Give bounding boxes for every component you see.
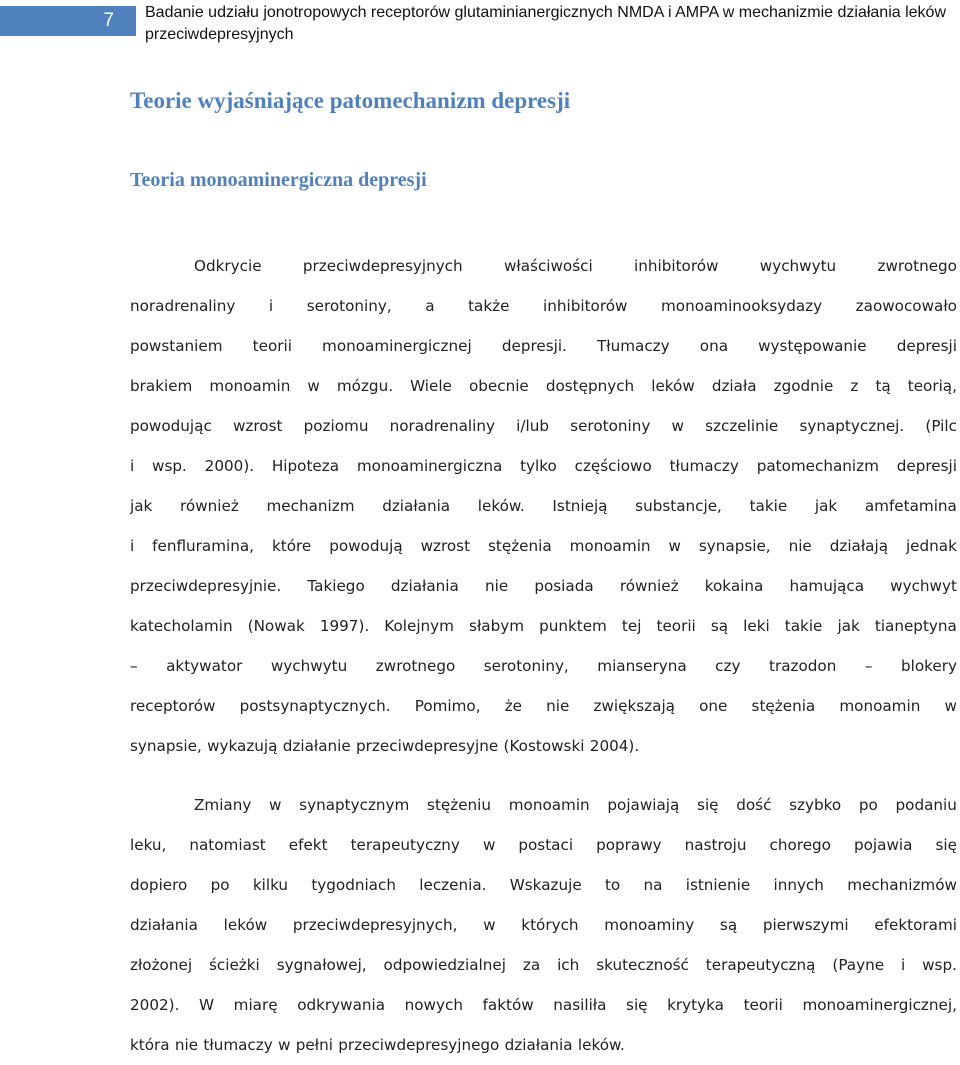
text-line: powstaniem teorii monoaminergicznej depresji. Tłumaczy ona występowanie depresji bbox=[130, 337, 957, 355]
running-title: Badanie udziału jonotropowych receptorów glutaminianergicznych NMDA i AMPA w mechanizmie działania leków przeciwdepresyjnych bbox=[145, 4, 946, 43]
text-line: katecholamin (Nowak 1997). Kolejnym słabym punktem tej teorii są leki takie jak tianeptyna bbox=[130, 617, 957, 635]
page-header bbox=[0, 0, 960, 56]
text-line: Zmiany w synaptycznym stężeniu monoamin pojawiają się dość szybko po podaniu bbox=[194, 796, 957, 814]
text-line: powodując wzrost poziomu noradrenaliny i/lub serotoniny w szczelinie synaptycznej. (Pilc bbox=[130, 417, 957, 435]
text-line: noradrenaliny i serotoniny, a także inhibitorów monoaminooksydazy zaowocowało bbox=[130, 297, 957, 315]
page-number: 7 bbox=[0, 6, 136, 36]
text-line: brakiem monoamin w mózgu. Wiele obecnie dostępnych leków działa zgodnie z tą teorią, bbox=[130, 377, 957, 395]
text-line: 2002). W miarę odkrywania nowych faktów nasiliła się krytyka teorii monoaminergicznej, bbox=[130, 996, 957, 1014]
text-line: synapsie, wykazują działanie przeciwdepresyjne (Kostowski 2004). bbox=[130, 737, 640, 755]
text-line: – aktywator wychwytu zwrotnego serotoniny, mianseryna czy trazodon – blokery bbox=[130, 657, 957, 675]
text-line: leku, natomiast efekt terapeutyczny w postaci poprawy nastroju chorego pojawia się bbox=[130, 836, 957, 854]
paragraph-1 bbox=[130, 246, 957, 766]
text-line: dopiero po kilku tygodniach leczenia. Wskazuje to na istnienie innych mechanizmów bbox=[130, 876, 957, 894]
text-line: jak również mechanizm działania leków. Istnieją substancje, takie jak amfetamina bbox=[130, 497, 957, 515]
text-line: i wsp. 2000). Hipoteza monoaminergiczna tylko częściowo tłumaczy patomechanizm depresji bbox=[130, 457, 957, 475]
text-line: złożonej ścieżki sygnałowej, odpowiedzialnej za ich skuteczność terapeutyczną (Payne i wsp. bbox=[130, 956, 957, 974]
paragraph-2 bbox=[130, 785, 957, 1065]
section-heading: Teorie wyjaśniające patomechanizm depresji bbox=[130, 88, 571, 113]
text-line: przeciwdepresyjnie. Takiego działania nie posiada również kokaina hamująca wychwyt bbox=[130, 577, 957, 595]
text-line: receptorów postsynaptycznych. Pomimo, że nie zwiększają one stężenia monoamin w bbox=[130, 697, 957, 715]
text-line: która nie tłumaczy w pełni przeciwdepresyjnego działania leków. bbox=[130, 1036, 625, 1054]
text-line: działania leków przeciwdepresyjnych, w których monoaminy są pierwszymi efektorami bbox=[130, 916, 957, 934]
subsection-heading: Teoria monoaminergiczna depresji bbox=[130, 169, 427, 191]
text-line: i fenfluramina, które powodują wzrost stężenia monoamin w synapsie, nie działają jednak bbox=[130, 537, 957, 555]
text-line: Odkrycie przeciwdepresyjnych właściwości inhibitorów wychwytu zwrotnego bbox=[194, 257, 957, 275]
